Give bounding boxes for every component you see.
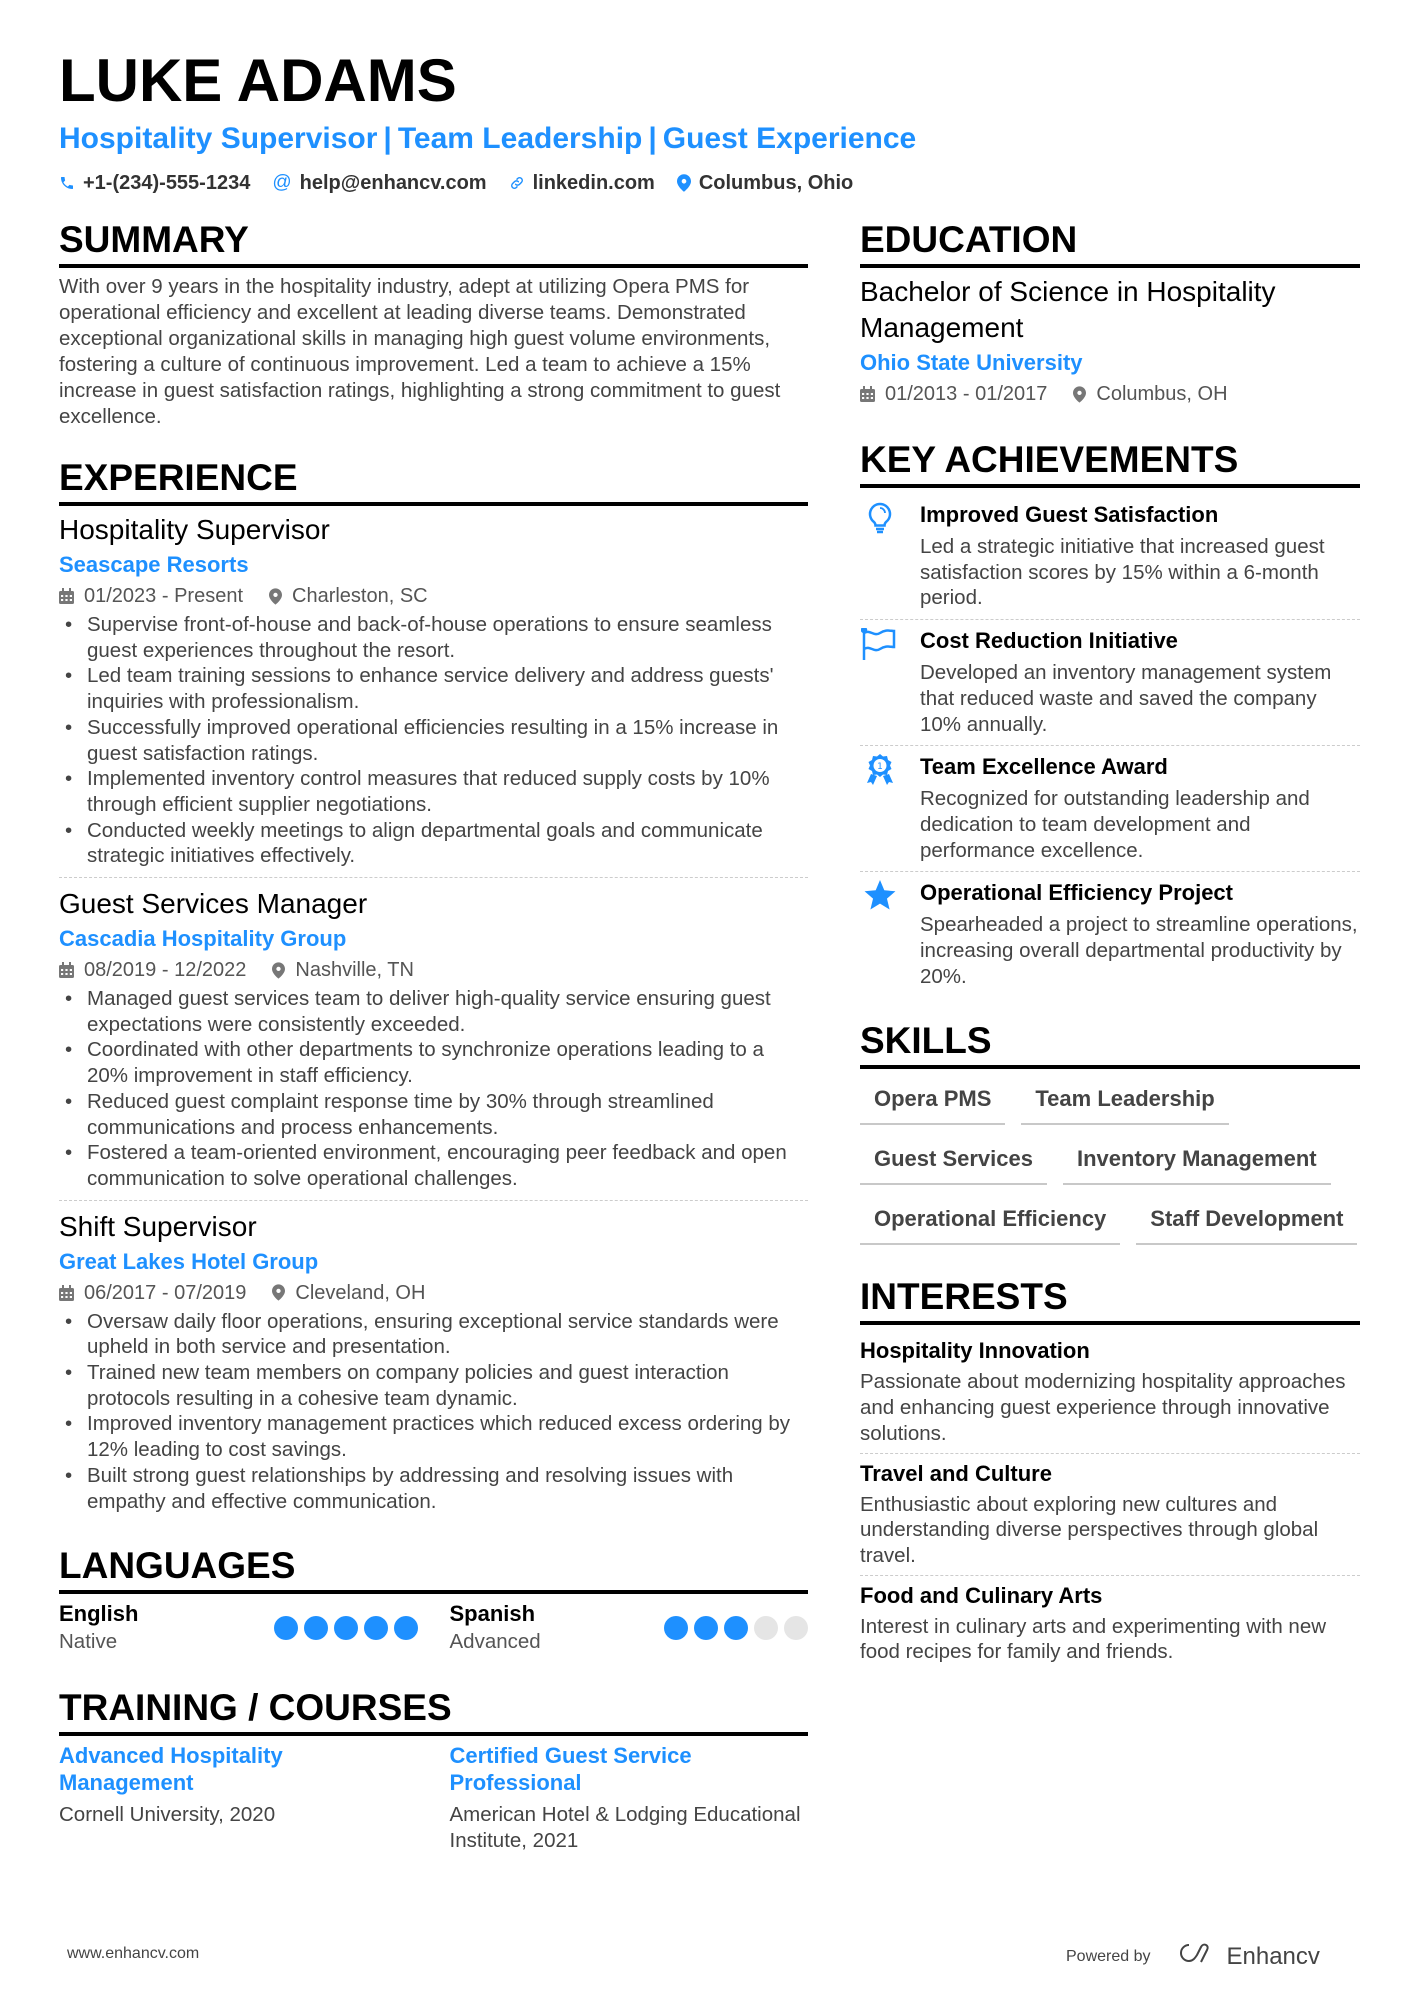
job-bullets — [59, 986, 808, 1192]
job-dates — [59, 582, 243, 610]
interest-item — [860, 1576, 1360, 1671]
contact-bar — [59, 170, 1359, 196]
job-title: Hospitality Supervisor — [59, 514, 330, 545]
job-title: Shift Supervisor — [59, 1210, 257, 1242]
email-address: help@enhancv.com — [299, 172, 487, 194]
job-dates — [59, 1279, 246, 1307]
skill-tag: Staff Development — [1136, 1199, 1357, 1245]
rating-dot-filled — [334, 1616, 358, 1640]
link-icon — [509, 175, 525, 191]
interest-desc: Interest in culinary arts and experimenting with new food recipes for family and friends. — [860, 1614, 1327, 1664]
rating-dot-filled — [274, 1616, 298, 1640]
map-pin-icon — [677, 174, 691, 192]
education-meta — [860, 380, 1360, 408]
job-entry — [59, 1209, 808, 1523]
languages-heading: LANGUAGES — [59, 1544, 808, 1594]
resume-header — [59, 46, 1359, 196]
achievements-section — [860, 438, 1360, 997]
powered-by-label: Powered by — [1066, 1947, 1151, 1965]
bullet-item: • Fostered a team-oriented environment, encouraging peer feedback and open communication to solve operational challenges. — [59, 1140, 808, 1191]
education-school: Ohio State University — [860, 350, 1083, 375]
interests-section — [860, 1275, 1360, 1671]
job-company: Seascape Resorts — [59, 552, 249, 577]
job-meta — [59, 1279, 808, 1307]
bullet-item: • Coordinated with other departments to synchronize operations leading to a 20% improvement in staff efficiency. — [59, 1037, 808, 1088]
star-icon — [860, 878, 900, 989]
calendar-icon — [59, 588, 74, 604]
job-location — [269, 582, 428, 610]
job-location-text: Charleston, SC — [292, 585, 428, 607]
contact-location — [677, 170, 853, 196]
achievement-item — [860, 494, 1360, 620]
job-meta — [59, 582, 808, 610]
job-location — [272, 956, 414, 984]
interest-item — [860, 1331, 1360, 1453]
svg-text:1: 1 — [877, 762, 883, 773]
contact-email[interactable] — [272, 170, 486, 196]
rating-dot-filled — [304, 1616, 328, 1640]
interest-title: Travel and Culture — [860, 1460, 1052, 1486]
job-dates — [59, 956, 246, 984]
achievement-item — [860, 746, 1360, 872]
bullet-item: • Built strong guest relationships by addressing and resolving issues with empathy and effective communication. — [59, 1463, 808, 1514]
lightbulb-icon — [860, 500, 900, 611]
rating-dot-filled — [694, 1616, 718, 1640]
contact-phone[interactable] — [59, 170, 250, 196]
interest-title: Food and Culinary Arts — [860, 1582, 1103, 1608]
education-location-text: Columbus, OH — [1096, 383, 1228, 405]
tagline-separator: | — [383, 122, 392, 155]
education-dates — [860, 380, 1047, 408]
bullet-item: • Implemented inventory control measures that reduced supply costs by 10% through efficient supplier negotiations. — [59, 766, 808, 817]
achievement-title: Operational Efficiency Project — [920, 880, 1233, 906]
map-pin-icon — [272, 1284, 285, 1301]
training-heading: TRAINING / COURSES — [59, 1686, 808, 1736]
language-rating — [274, 1616, 418, 1640]
interest-desc: Passionate about modernizing hospitality approaches and enhancing guest experience through innovative solutions. — [860, 1370, 1346, 1445]
interest-desc: Enthusiastic about exploring new cultures and understanding diverse perspectives through global travel. — [860, 1492, 1319, 1567]
achievement-desc: Led a strategic initiative that increased guest satisfaction scores by 15% within a 6-month period. — [920, 535, 1325, 610]
job-company: Cascadia Hospitality Group — [59, 926, 347, 952]
job-title: Guest Services Manager — [59, 888, 368, 920]
rating-dot-filled — [724, 1616, 748, 1640]
skill-tag: Guest Services — [860, 1139, 1047, 1185]
tagline-separator: | — [648, 122, 657, 155]
bullet-item: • Improved inventory management practices which reduced excess ordering by 12% leading to cost savings. — [59, 1411, 808, 1462]
bullet-item: • Successfully improved operational efficiencies resulting in a 15% increase in guest satisfaction ratings. — [59, 715, 808, 766]
training-section — [59, 1686, 808, 1854]
bullet-item: • Conducted weekly meetings to align departmental goals and communicate strategic initiatives effectively. — [59, 818, 808, 869]
experience-section — [59, 456, 808, 1522]
language-item — [59, 1600, 418, 1656]
language-level: Native — [59, 1630, 118, 1654]
interest-title: Hospitality Innovation — [860, 1338, 1090, 1364]
languages-list — [59, 1600, 808, 1656]
skills-section — [860, 1019, 1360, 1245]
at-sign-icon: @ — [272, 172, 292, 193]
bullet-item: • Led team training sessions to enhance service delivery and address guests' inquiries with professionalism. — [59, 663, 808, 714]
phone-number: +1-(234)-555-1234 — [83, 172, 251, 194]
language-rating — [664, 1616, 808, 1640]
enhancv-logo-icon — [1175, 1941, 1219, 1972]
job-location — [272, 1279, 425, 1307]
contact-linkedin[interactable] — [509, 170, 655, 196]
tagline-skill: Team Leadership — [397, 122, 643, 155]
interest-item — [860, 1454, 1360, 1576]
course-title: Certified Guest Service Professional — [449, 1743, 692, 1796]
job-location-text: Cleveland, OH — [295, 1281, 426, 1304]
education-location — [1073, 380, 1227, 408]
achievement-desc: Developed an inventory management system that reduced waste and saved the company 10% annually. — [920, 661, 1332, 736]
right-column — [860, 218, 1360, 1697]
map-pin-icon — [1073, 386, 1086, 403]
achievement-item — [860, 620, 1360, 746]
skill-tag: Inventory Management — [1063, 1139, 1331, 1185]
achievements-heading: KEY ACHIEVEMENTS — [860, 438, 1360, 488]
map-pin-icon — [269, 588, 282, 605]
rating-dot-filled — [364, 1616, 388, 1640]
education-heading: EDUCATION — [860, 218, 1360, 268]
tagline-role: Hospitality Supervisor — [59, 122, 378, 155]
footer-branding — [1066, 1941, 1320, 1972]
language-item — [450, 1600, 809, 1656]
summary-heading: SUMMARY — [59, 218, 808, 268]
rating-dot-empty — [754, 1616, 778, 1640]
award-ribbon-icon — [860, 752, 900, 863]
skill-tag: Opera PMS — [860, 1079, 1005, 1125]
bullet-item: • Managed guest services team to deliver high-quality service ensuring guest expectations were consistently exceeded. — [59, 986, 808, 1037]
tagline — [59, 120, 1359, 158]
skill-tag: Team Leadership — [1021, 1079, 1228, 1125]
rating-dot-filled — [664, 1616, 688, 1640]
enhancv-logo[interactable] — [1175, 1941, 1320, 1972]
experience-heading: EXPERIENCE — [59, 456, 808, 506]
candidate-name: LUKE ADAMS — [59, 47, 457, 114]
job-entry — [59, 886, 808, 1201]
course-org: Cornell University, 2020 — [59, 1803, 276, 1827]
rating-dot-filled — [394, 1616, 418, 1640]
linkedin-url: linkedin.com — [532, 172, 655, 194]
achievement-title: Cost Reduction Initiative — [920, 628, 1178, 654]
languages-section — [59, 1544, 808, 1656]
education-degree: Bachelor of Science in Hospitality Management — [860, 276, 1276, 343]
education-section — [860, 218, 1360, 408]
summary-text: With over 9 years in the hospitality industry, adept at utilizing Opera PMS for operational efficiency and excellent at leading diverse teams. Demonstrated exceptional organizational skills in managing high guest volume environments, fostering a culture of continuous improvement. Led a team to achieve a 15% increase in guest satisfaction ratings, highlighting a strong commitment to guest excellence. — [59, 275, 781, 428]
job-entry — [59, 512, 808, 878]
phone-icon — [59, 175, 75, 191]
job-location-text: Nashville, TN — [295, 959, 414, 982]
course-title: Advanced Hospitality Management — [59, 1743, 283, 1796]
job-company: Great Lakes Hotel Group — [59, 1248, 319, 1274]
job-dates-text: 08/2019 - 12/2022 — [84, 959, 247, 982]
bullet-item: • Trained new team members on company policies and guest interaction protocols resulting in a cohesive team dynamic. — [59, 1360, 808, 1411]
job-dates-text: 01/2023 - Present — [84, 585, 243, 607]
calendar-icon — [860, 386, 875, 402]
achievement-item — [860, 872, 1360, 997]
language-name: Spanish — [449, 1601, 536, 1627]
course-item — [450, 1742, 809, 1854]
education-dates-text: 01/2013 - 01/2017 — [885, 383, 1048, 405]
bullet-item: • Supervise front-of-house and back-of-house operations to ensure seamless guest experiences throughout the resort. — [59, 612, 808, 663]
job-meta — [59, 956, 808, 984]
language-level: Advanced — [449, 1630, 541, 1654]
achievement-desc: Spearheaded a project to streamline operations, increasing overall departmental productivity by 20%. — [920, 913, 1358, 988]
bullet-item: • Reduced guest complaint response time by 30% through streamlined communications and process enhancements. — [59, 1089, 808, 1140]
job-bullets — [59, 1309, 808, 1515]
flag-icon — [860, 626, 900, 737]
job-bullets — [59, 612, 808, 869]
achievement-title: Team Excellence Award — [920, 754, 1168, 780]
footer-website[interactable]: www.enhancv.com — [67, 1945, 200, 1962]
achievement-title: Improved Guest Satisfaction — [920, 502, 1219, 527]
bullet-item: • Oversaw daily floor operations, ensuring exceptional service standards were upheld in both service and presentation. — [59, 1309, 808, 1360]
map-pin-icon — [272, 962, 285, 979]
rating-dot-empty — [784, 1616, 808, 1640]
tagline-focus: Guest Experience — [662, 122, 917, 155]
achievement-desc: Recognized for outstanding leadership and dedication to team development and performance excellence. — [920, 787, 1310, 862]
skill-tag: Operational Efficiency — [860, 1199, 1120, 1245]
summary-section — [59, 218, 808, 430]
interests-heading: INTERESTS — [860, 1275, 1360, 1325]
course-item — [59, 1742, 418, 1854]
skills-list — [860, 1079, 1360, 1245]
enhancv-brand-text: Enhancv — [1226, 1942, 1320, 1970]
location-text: Columbus, Ohio — [698, 172, 854, 194]
language-name: English — [59, 1601, 139, 1627]
calendar-icon — [59, 1285, 74, 1301]
skills-heading: SKILLS — [860, 1019, 1360, 1069]
left-column — [59, 218, 808, 1880]
calendar-icon — [59, 962, 74, 978]
courses-list — [59, 1742, 808, 1854]
job-dates-text: 06/2017 - 07/2019 — [84, 1281, 247, 1304]
course-org: American Hotel & Lodging Educational Institute, 2021 — [449, 1803, 801, 1853]
